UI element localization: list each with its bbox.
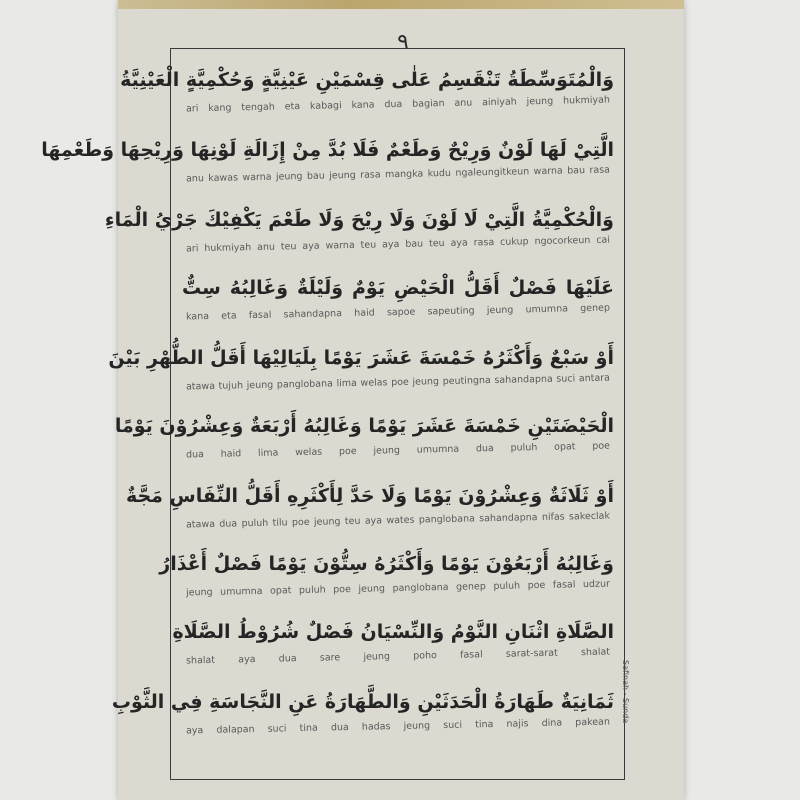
- text-line-6: [114, 409, 614, 475]
- arabic-text: الْحَيْضَتَيْنِ خَمْسَةَ عَشَرَ يَوْمًا وَغَالِبُهُ أَرْبَعَةٌ وَعِشْرُوْنَ يَوْمًا: [114, 415, 614, 437]
- page-top-edge: [118, 0, 684, 9]
- book-page: [41, 0, 684, 800]
- arabic-text: الصَّلَاةِ اثْنَانِ النَّوْمُ وَالنِّسْيَانُ فَصْلٌ شُرُوْطُ الصَّلَاةِ: [172, 621, 614, 643]
- interlinear-gloss: ari kang tengah eta kabagi kana dua bagian anu ainiyah jeung hukmiyah: [185, 94, 611, 115]
- interlinear-gloss: dua haid lima welas poe jeung umumna dua puluh opat poe: [185, 440, 611, 461]
- interlinear-gloss: atawa tujuh jeung panglobana lima welas poe jeung peutingna sahandapna suci antara: [185, 372, 611, 393]
- page-number: ٩: [397, 30, 409, 55]
- interlinear-gloss: jeung umumna opat puluh poe jeung panglobana genep puluh poe fasal udzur: [185, 578, 611, 599]
- arabic-text: ثَمَانِيَةٌ طَهَارَةُ الْحَدَثَيْنِ وَالطَّهَارَةُ عَنِ النَّجَاسَةِ فِي الثَّوْبِ: [111, 691, 614, 713]
- text-line-4: [182, 271, 614, 337]
- text-line-1: [120, 63, 614, 129]
- arabic-text: الَّتِيْ لَهَا لَوْنٌ وَرِيْحٌ وَطَعْمٌ فَلَا بُدَّ مِنْ إِزَالَةِ لَوْنِهَا وَرِيْحِهَا وَطَعْمِهَا: [41, 139, 614, 161]
- text-line-10: [111, 685, 614, 751]
- text-line-5: [108, 341, 614, 407]
- interlinear-gloss: ari hukmiyah anu teu aya warna teu aya bau teu aya rasa cukup ngocorkeun cai: [185, 234, 611, 255]
- arabic-text: أَوْ ثَلَاثَةٌ وَعِشْرُوْنَ يَوْمًا وَلَا حَدَّ لِأَكْثَرِهِ أَقَلُّ النِّفَاسِ مَجَّةٌ: [125, 485, 614, 507]
- text-line-3: [104, 203, 614, 269]
- arabic-text: أَوْ سَبْعٌ وَأَكْثَرُهُ خَمْسَةَ عَشَرَ يَوْمًا بِلَيَالِيْهَا أَقَلُّ الطُّهْرِ بَيْنَ: [108, 347, 614, 369]
- interlinear-gloss: shalat aya dua sare jeung poho fasal sarat-sarat shalat: [185, 646, 611, 667]
- interlinear-gloss: aya dalapan suci tina dua hadas jeung suci tina najis dina pakean: [185, 716, 611, 737]
- arabic-text: وَالْمُتَوَسِّطَةُ تَنْقَسِمُ عَلٰى قِسْمَيْنِ عَيْنِيَّةٍ وَحُكْمِيَّةٍ الْعَيْنِيَّةُ: [120, 69, 614, 91]
- text-line-2: [41, 133, 614, 199]
- text-line-8: [159, 547, 614, 613]
- arabic-text: وَالْحُكْمِيَّةُ الَّتِيْ لَا لَوْنَ وَلَا رِيْحَ وَلَا طَعْمَ يَكْفِيْكَ جَرْيُ الْمَاءِ: [104, 209, 614, 231]
- text-line-9: [172, 615, 614, 681]
- interlinear-gloss: anu kawas warna jeung bau jeung rasa mangka kudu ngaleungitkeun warna bau rasa: [185, 164, 611, 185]
- text-line-7: [125, 479, 614, 545]
- arabic-text: وَغَالِبُهُ أَرْبَعُوْنَ يَوْمًا وَأَكْثَرُهُ سِتُّوْنَ يَوْمًا فَصْلٌ أَعْذَارُ: [159, 553, 614, 575]
- interlinear-gloss: atawa dua puluh tilu poe jeung teu aya wates panglobana sahandapna nifas sakeclak: [185, 510, 611, 531]
- side-label: Safinah - Sunda: [621, 660, 630, 724]
- arabic-text: عَلَيْهَا فَصْلٌ أَقَلُّ الْحَيْضِ يَوْمٌ وَلَيْلَةٌ وَغَالِبُهُ سِتٌّ: [182, 277, 614, 299]
- interlinear-gloss: kana eta fasal sahandapna haid sapoe sapeuting jeung umumna genep: [185, 302, 611, 323]
- text-frame: [41, 48, 625, 780]
